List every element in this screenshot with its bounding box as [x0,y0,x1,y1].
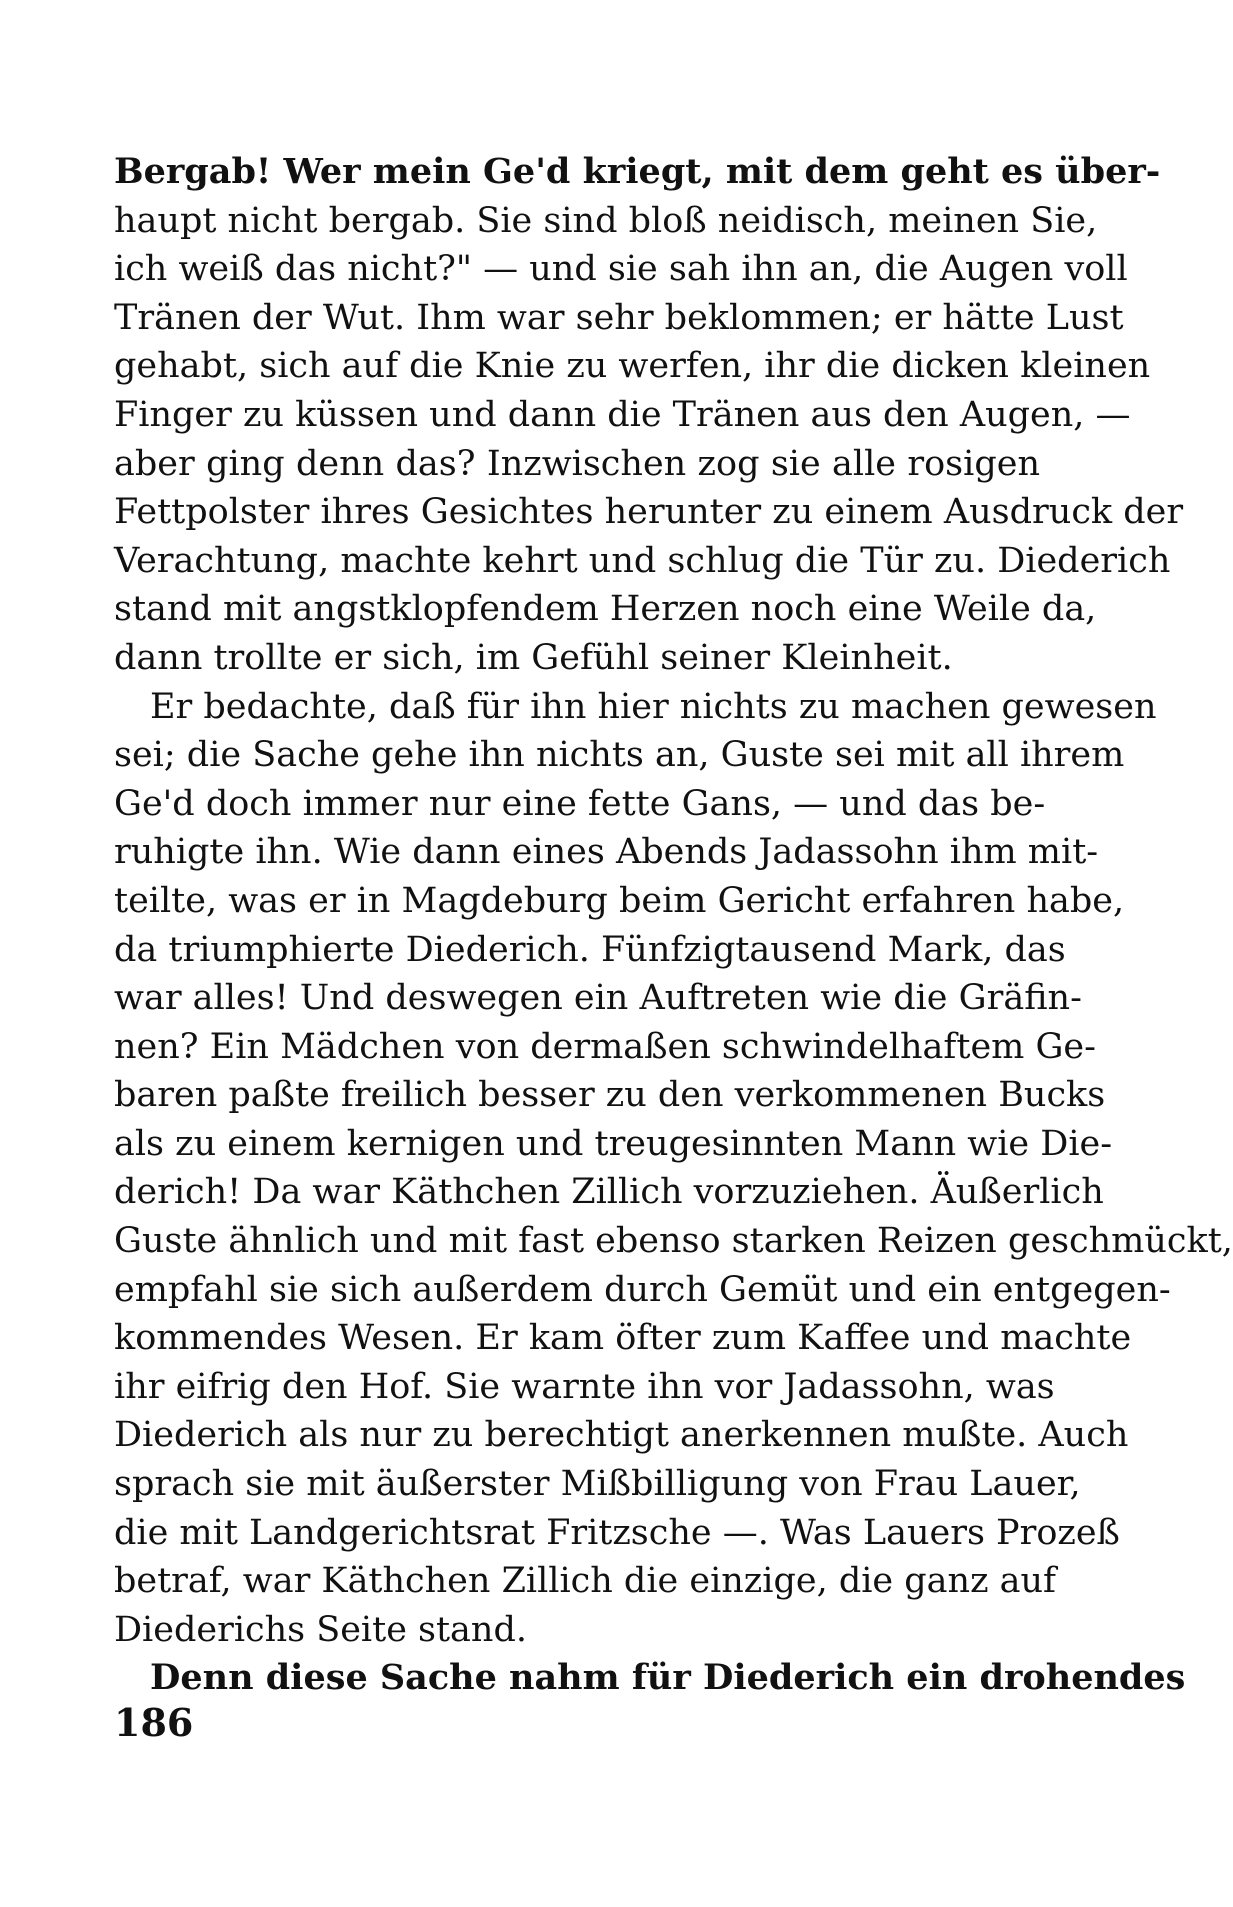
text-line: sei; die Sache gehe ihn nichts an, Guste sei mit all ihrem [114,735,1125,776]
text-line: nen? Ein Mädchen von dermaßen schwindelhaftem Ge- [114,1026,1096,1067]
text-line: ruhigte ihn. Wie dann eines Abends Jadassohn ihm mit- [114,832,1099,873]
text-line: empfahl sie sich außerdem durch Gemüt und ein entgegen- [114,1269,1171,1310]
body-text [114,148,1233,1703]
paragraph-3 [114,1654,1186,1703]
text-line: aber ging denn das? Inzwischen zog sie alle rosigen [114,443,1040,484]
text-line: teilte, was er in Magdeburg beim Gericht erfahren habe, [114,880,1125,921]
text-line: Verachtung, machte kehrt und schlug die Tür zu. Diederich [114,540,1171,581]
text-line: Tränen der Wut. Ihm war sehr beklommen; er hätte Lust [114,297,1124,338]
text-line: dann trollte er sich, im Gefühl seiner Kleinheit. [114,637,953,678]
text-line: Ge'd doch immer nur eine fette Gans, — und das be- [114,783,1046,824]
text-line: als zu einem kernigen und treugesinnten Mann wie Die- [114,1123,1113,1164]
paragraph-2 [114,683,1233,1655]
text-line: sprach sie mit äußerster Mißbilligung von Frau Lauer, [114,1464,1081,1505]
text-line: ich weiß das nicht?" — und sie sah ihn an, die Augen voll [114,249,1128,290]
text-line: Diederich als nur zu berechtigt anerkennen mußte. Auch [114,1415,1129,1456]
text-line: haupt nicht bergab. Sie sind bloß neidisch, meinen Sie, [114,200,1098,241]
text-line: da triumphierte Diederich. Fünfzigtausend Mark, das [114,929,1066,970]
text-line: kommendes Wesen. Er kam öfter zum Kaffee und machte [114,1318,1132,1359]
text-line: derich! Da war Käthchen Zillich vorzuziehen. Äußerlich [114,1172,1104,1213]
text-line: Er bedachte, daß für ihn hier nichts zu machen gewesen [150,686,1157,727]
text-line: gehabt, sich auf die Knie zu werfen, ihr die dicken kleinen [114,346,1151,387]
text-line: Denn diese Sache nahm für Diederich ein drohendes [150,1657,1186,1699]
text-line: betraf, war Käthchen Zillich die einzige, die ganz auf [114,1561,1056,1602]
text-line: war alles! Und deswegen ein Auftreten wie die Gräfin- [114,978,1082,1019]
text-line: die mit Landgerichtsrat Fritzsche —. Was Lauers Prozeß [114,1512,1120,1553]
text-line: Diederichs Seite stand. [114,1609,527,1650]
text-line: Finger zu küssen und dann die Tränen aus den Augen, — [114,394,1131,435]
text-line: Guste ähnlich und mit fast ebenso starken Reizen geschmückt, [114,1221,1233,1262]
page-number: 186 [114,1700,194,1745]
text-line: stand mit angstklopfendem Herzen noch eine Weile da, [114,589,1097,630]
text-line: baren paßte freilich besser zu den verkommenen Bucks [114,1075,1106,1116]
text-line: Fettpolster ihres Gesichtes herunter zu einem Ausdruck der [114,492,1184,533]
paragraph-1 [114,148,1184,683]
text-line: Bergab! Wer mein Ge'd kriegt, mit dem geht es über- [114,151,1161,192]
text-line: ihr eifrig den Hof. Sie warnte ihn vor Jadassohn, was [114,1366,1055,1407]
